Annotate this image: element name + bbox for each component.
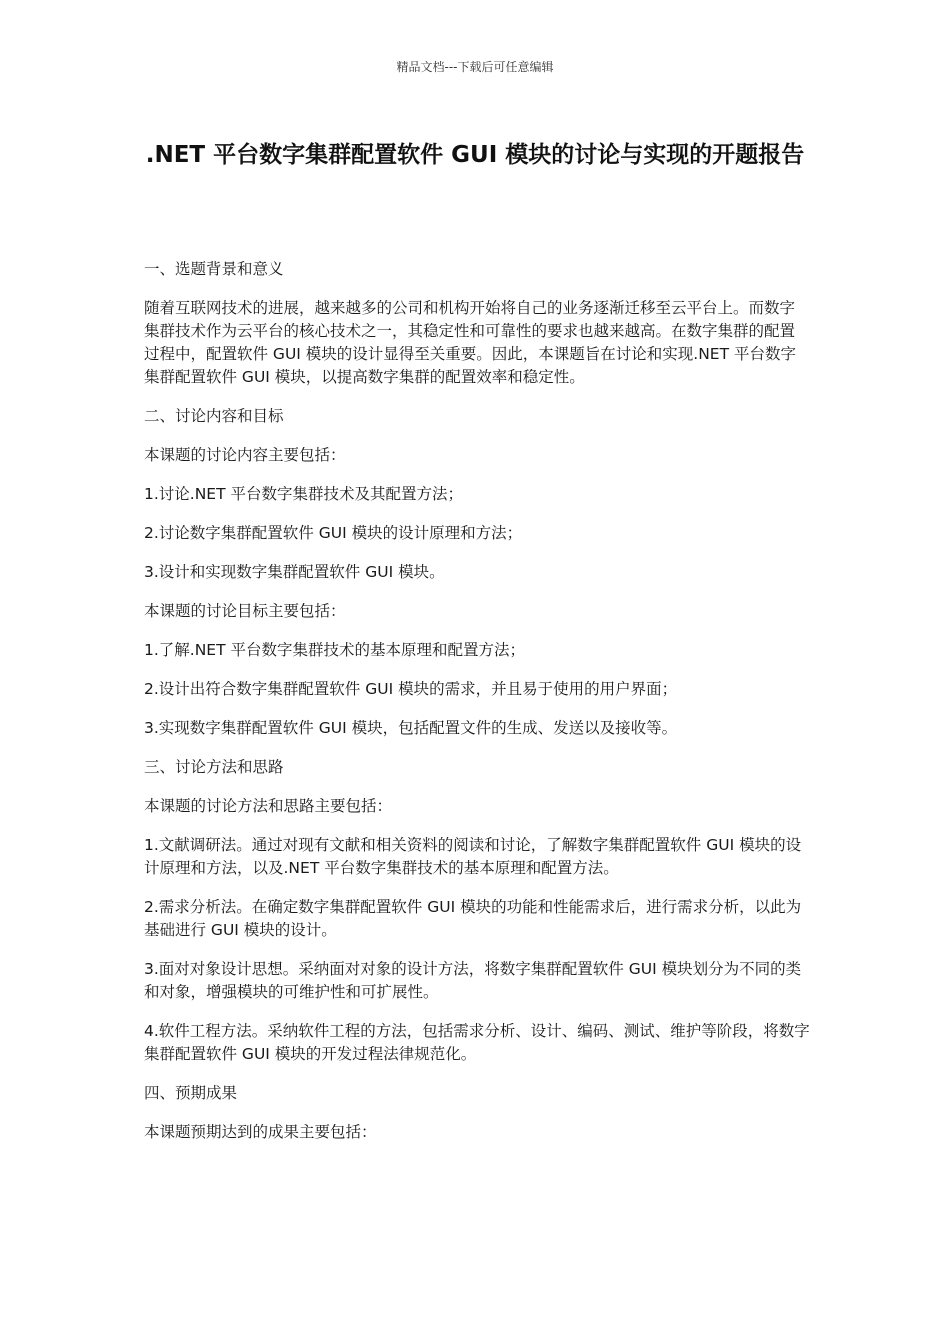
list-item-content-3: 3.设计和实现数字集群配置软件 GUI 模块。 xyxy=(144,563,445,581)
list-item-goal-2: 2.设计出符合数字集群配置软件 GUI 模块的需求，并且易于使用的用户界面； xyxy=(144,680,678,698)
list-item-method-3: 3.面对对象设计思想。采纳面对对象的设计方法，将数字集群配置软件 GUI 模块划分为不同的类和对象，增强模块的可维护性和可扩展性。 xyxy=(144,960,802,1001)
section-heading-methods: 三、讨论方法和思路 xyxy=(144,758,284,776)
list-item-goal-1: 1.了解.NET 平台数字集群技术的基本原理和配置方法； xyxy=(144,641,526,659)
list-item-method-4: 4.软件工程方法。采纳软件工程的方法，包括需求分析、设计、编码、测试、维护等阶段，将数字集群配置软件 GUI 模块的开发过程法律规范化。 xyxy=(144,1022,810,1063)
list-item-goal-3: 3.实现数字集群配置软件 GUI 模块，包括配置文件的生成、发送以及接收等。 xyxy=(144,719,678,737)
paragraph-goals-intro: 本课题的讨论目标主要包括： xyxy=(144,602,346,620)
paragraph-background: 随着互联网技术的进展，越来越多的公司和机构开始将自己的业务逐渐迁移至云平台上。而数字集群技术作为云平台的核心技术之一，其稳定性和可靠性的要求也越来越高。在数字集群的配置过程中，配置软件 GUI 模块的设计显得至关重要。因此，本课题旨在讨论和实现.NET 平台数字集群配置软件 GUI 模块，以提高数字集群的配置效率和稳定性。 xyxy=(144,299,796,386)
section-heading-content-goals: 二、讨论内容和目标 xyxy=(144,407,284,425)
section-heading-outcomes: 四、预期成果 xyxy=(144,1084,238,1102)
paragraph-outcomes-intro: 本课题预期达到的成果主要包括： xyxy=(144,1123,377,1141)
paragraph-methods-intro: 本课题的讨论方法和思路主要包括： xyxy=(144,797,393,815)
list-item-method-1: 1.文献调研法。通过对现有文献和相关资料的阅读和讨论，了解数字集群配置软件 GUI 模块的设计原理和方法，以及.NET 平台数字集群技术的基本原理和配置方法。 xyxy=(144,836,802,877)
document-body xyxy=(144,258,810,1160)
document-title: .NET 平台数字集群配置软件 GUI 模块的讨论与实现的开题报告 xyxy=(145,142,805,168)
list-item-content-1: 1.讨论.NET 平台数字集群技术及其配置方法； xyxy=(144,485,464,503)
paragraph-content-intro: 本课题的讨论内容主要包括： xyxy=(144,446,346,464)
header-note: 精品文档---下载后可任意编辑 xyxy=(396,60,554,74)
section-heading-background: 一、选题背景和意义 xyxy=(144,260,284,278)
list-item-content-2: 2.讨论数字集群配置软件 GUI 模块的设计原理和方法； xyxy=(144,524,523,542)
list-item-method-2: 2.需求分析法。在确定数字集群配置软件 GUI 模块的功能和性能需求后，进行需求分析，以此为基础进行 GUI 模块的设计。 xyxy=(144,898,802,939)
